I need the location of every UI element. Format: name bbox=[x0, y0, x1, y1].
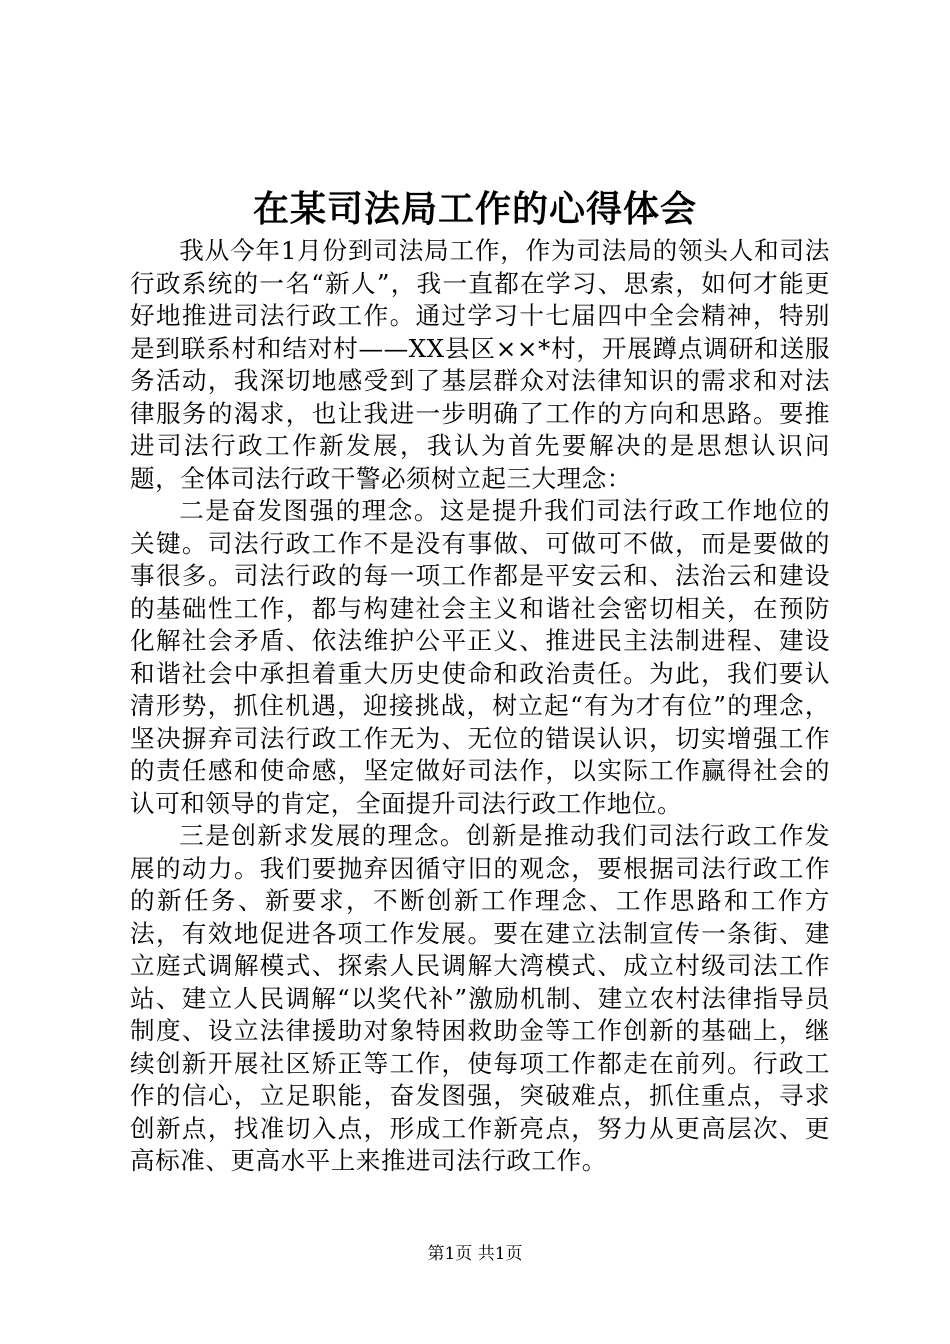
document-title: 在某司法局工作的心得体会 bbox=[252, 188, 697, 230]
document-body bbox=[130, 235, 830, 1178]
paragraph-3: 三是创新求发展的理念。创新是推动我们司法行政工作发展的动力。我们要抛弃因循守旧的观念，要根据司法行政工作的新任务、新要求，不断创新工作理念、工作思路和工作方法，有效地促进各项工作发展。要在建立法制宣传一条街、建立庭式调解模式、探索人民调解大湾模式、成立村级司法工作站、建立人民调解“以奖代补”激励机制、建立农村法律指导员制度、设立法律援助对象特困救助金等工作创新的基础上，继续创新开展社区矫正等工作，使每项工作都走在前列。行政工作的信心，立足职能，奋发图强，突破难点，抓住重点，寻求创新点，找准切入点，形成工作新亮点，努力从更高层次、更高标准、更高水平上来推进司法行政工作。 bbox=[130, 821, 830, 1175]
paragraph-1: 我从今年1月份到司法局工作，作为司法局的领头人和司法行政系统的一名“新人”，我一直都在学习、思索，如何才能更好地推进司法行政工作。通过学习十七届四中全会精神，特别是到联系村和结对村——XX县区××*村，开展蹲点调研和送服务活动，我深切地感受到了基层群众对法律知识的需求和对法律服务的渴求，也让我进一步明确了工作的方向和思路。要推进司法行政工作新发展，我认为首先要解决的是思想认识问题，全体司法行政干警必须树立起三大理念： bbox=[130, 236, 830, 493]
page-footer: 第1页 共1页 bbox=[427, 1244, 523, 1264]
paragraph-2: 二是奋发图强的理念。这是提升我们司法行政工作地位的关键。司法行政工作不是没有事做、可做可不做，而是要做的事很多。司法行政的每一项工作都是平安云和、法治云和建设的基础性工作，都与构建社会主义和谐社会密切相关，在预防化解社会矛盾、依法维护公平正义、推进民主法制进程、建设和谐社会中承担着重大历史使命和政治责任。为此，我们要认清形势，抓住机遇，迎接挑战，树立起“有为才有位”的理念，坚决摒弃司法行政工作无为、无位的错误认识，切实增强工作的责任感和使命感，坚定做好司法作，以实际工作赢得社会的认可和领导的肯定，全面提升司法行政工作地位。 bbox=[130, 496, 830, 818]
